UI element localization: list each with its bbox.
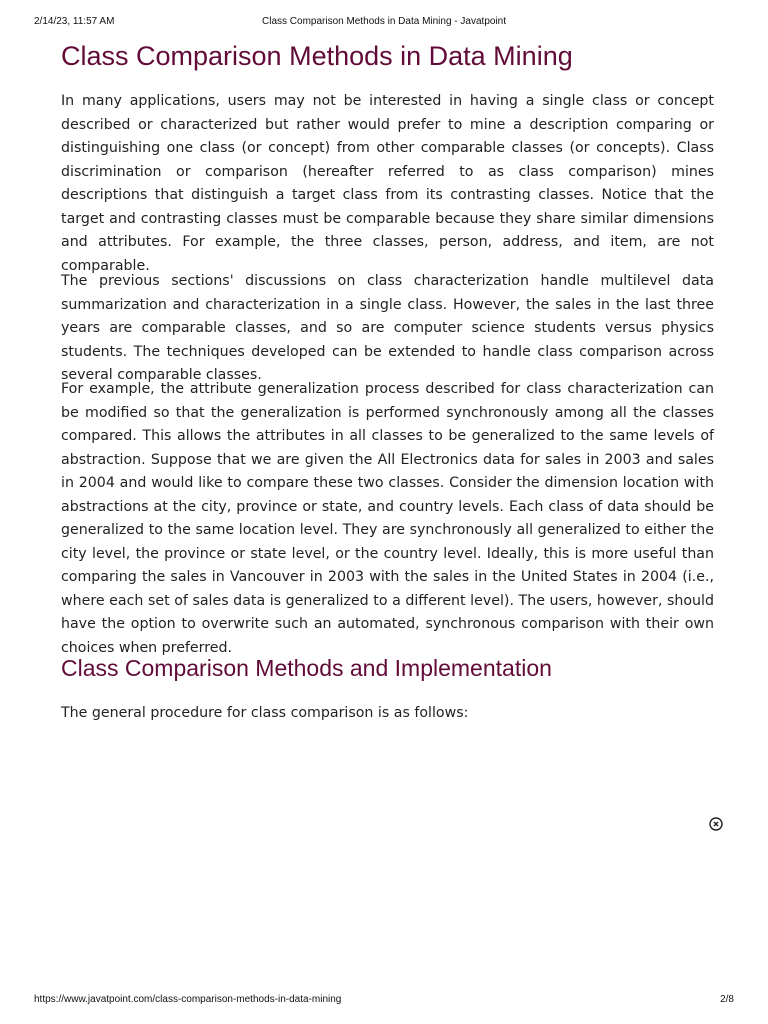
print-footer: [0, 994, 768, 1008]
print-datetime: 2/14/23, 11:57 AM: [34, 16, 115, 27]
page-url: https://www.javatpoint.com/class-comparison-methods-in-data-mining: [34, 994, 342, 1005]
print-page-title: Class Comparison Methods in Data Mining - Javatpoint: [262, 16, 506, 27]
paragraph: In many applications, users may not be interested in having a single class or concept described or characterized but rather would prefer to mine a description comparing or distinguishing one class (or concept) from other comparable classes (or concepts). Class discrimination or comparison (hereafter referred to as class comparison) mines descriptions that distinguish a target class from its contrasting classes. Notice that the target and contrasting classes must be comparable because they share similar dimensions and attributes. For example, the three classes, person, address, and item, are not comparable.: [61, 93, 714, 274]
paragraph: For example, the attribute generalization process described for class characterization can be modified so that the generalization is performed synchronously among all the classes compared. This allows the attributes in all classes to be generalized to the same levels of abstraction. Suppose that we are given the All Electronics data for sales in 2003 and sales in 2004 and would like to compare these two classes. Consider the dimension location with abstractions at the city, province or state, and country levels. Each class of data should be generalized to the same location level. They are synchronously all generalized to either the city level, the province or state level, or the country level. Ideally, this is more useful than comparing the sales in Vancouver in 2003 with the sales in the United States in 2004 (i.e., where each set of sales data is generalized to a different level). The users, however, should have the option to overwrite such an automated, synchronous comparison with their own choices when preferred.: [61, 381, 714, 656]
paragraph: The previous sections' discussions on class characterization handle multilevel data summarization and characterization in a single class. However, the sales in the last three years are comparable classes, and so are computer science students versus physics students. The techniques developed can be extended to handle class comparison across several comparable classes.: [61, 273, 714, 383]
article: [61, 38, 714, 721]
section-intro: The general procedure for class comparison is as follows:: [61, 705, 469, 721]
page-number: 2/8: [720, 994, 734, 1005]
print-header: [0, 16, 768, 30]
section-heading: Class Comparison Methods and Implementation: [61, 655, 552, 681]
ad-close-button[interactable]: [709, 816, 723, 830]
page-title: Class Comparison Methods in Data Mining: [61, 41, 573, 71]
close-icon: [709, 817, 723, 831]
